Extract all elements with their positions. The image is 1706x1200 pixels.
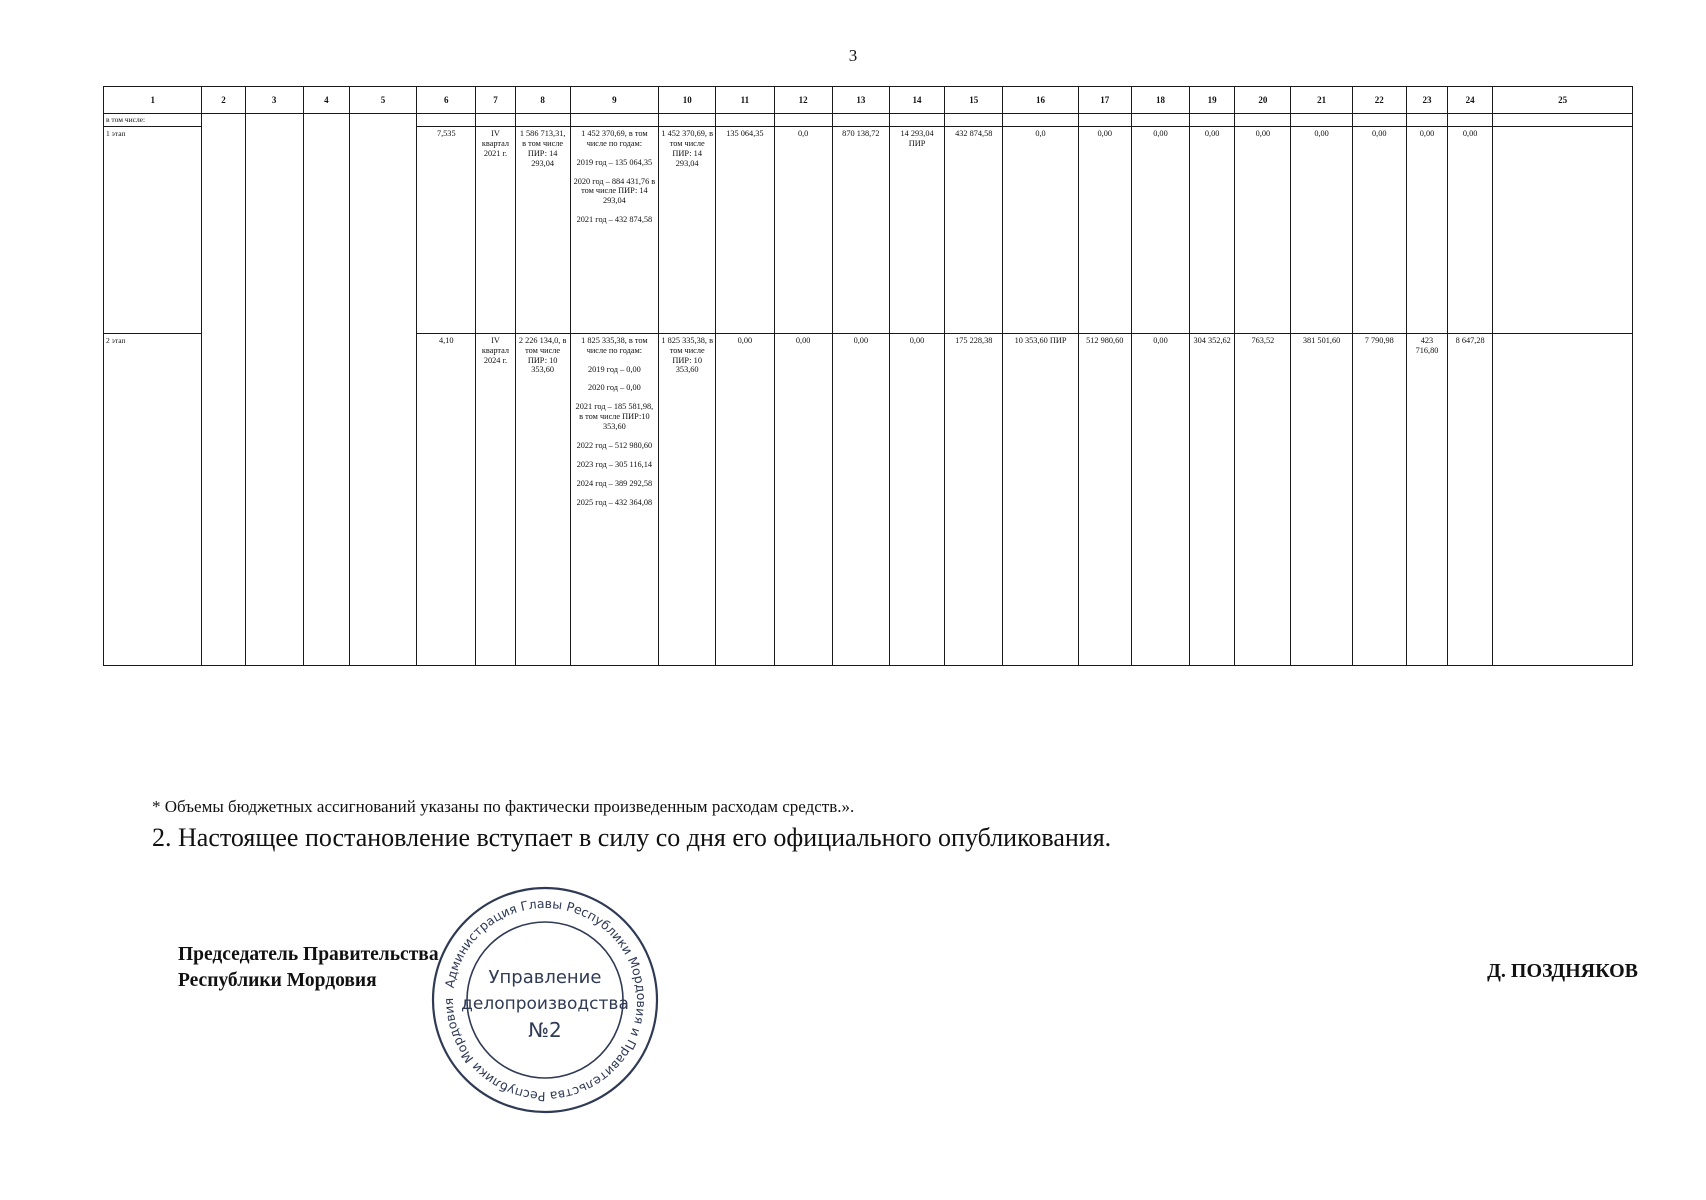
seal-line-2: делопроизводства xyxy=(461,994,629,1014)
header-cell-col3: 3 xyxy=(245,87,303,114)
cell-col22: 0,00 xyxy=(1352,126,1406,333)
header-cell-col25: 25 xyxy=(1493,87,1633,114)
cell-col18: 0,00 xyxy=(1131,126,1189,333)
header-cell-col11: 11 xyxy=(716,87,774,114)
cell-col25 xyxy=(1493,126,1633,333)
cell-col23: 0,00 xyxy=(1406,126,1447,333)
cell-col9-breakdown xyxy=(570,126,658,333)
table-header-row xyxy=(104,87,1633,114)
header-cell-col8: 8 xyxy=(515,87,570,114)
cell-col15: 175 228,38 xyxy=(945,333,1003,665)
cell-col7: IV квартал 2021 г. xyxy=(476,126,515,333)
seal-ring-text: Администрация Главы Республики Мордовия и Правительства Республики Мордовия xyxy=(440,895,650,1105)
breakdown-line: 2023 год – 305 116,14 xyxy=(576,460,653,470)
header-cell-col2: 2 xyxy=(202,87,245,114)
cell-col19: 304 352,62 xyxy=(1190,333,1235,665)
header-cell-col14: 14 xyxy=(889,87,944,114)
signer-title-line-2: Республики Мордовия xyxy=(178,970,377,992)
header-cell-col19: 19 xyxy=(1190,87,1235,114)
cell-col11: 135 064,35 xyxy=(716,126,774,333)
header-cell-col12: 12 xyxy=(774,87,832,114)
header-cell-col16: 16 xyxy=(1003,87,1078,114)
budget-table xyxy=(103,86,1633,666)
cell-col11: 0,00 xyxy=(716,333,774,665)
cell-col20: 0,00 xyxy=(1235,126,1291,333)
cell-col23: 423 716,80 xyxy=(1406,333,1447,665)
header-cell-col5: 5 xyxy=(349,87,416,114)
cell-col16: 0,0 xyxy=(1003,126,1078,333)
cell-col17: 0,00 xyxy=(1078,126,1131,333)
cell-col12: 0,0 xyxy=(774,126,832,333)
merged-cell-col5 xyxy=(349,113,416,665)
cell-col21: 381 501,60 xyxy=(1291,333,1352,665)
page-number: 3 xyxy=(848,46,858,65)
cell-col24: 0,00 xyxy=(1448,126,1493,333)
breakdown-line: 2020 год – 0,00 xyxy=(588,383,641,393)
cell-col13: 870 138,72 xyxy=(832,126,889,333)
header-cell-col4: 4 xyxy=(303,87,349,114)
cell-col14: 0,00 xyxy=(889,333,944,665)
breakdown-line: 2020 год – 884 431,76 в том числе ПИР: 14 293,04 xyxy=(573,176,656,206)
breakdown-line: 2022 год – 512 980,60 xyxy=(576,441,653,451)
cell-col18: 0,00 xyxy=(1131,333,1189,665)
seal-line-3: №2 xyxy=(528,1018,562,1042)
cell-col15: 432 874,58 xyxy=(945,126,1003,333)
breakdown-line: 2021 год – 185 581,98, в том числе ПИР:10 353,60 xyxy=(575,402,654,432)
header-cell-col17: 17 xyxy=(1078,87,1131,114)
merged-cell-col4 xyxy=(303,113,349,665)
cell-col25 xyxy=(1493,333,1633,665)
breakdown-line: 2021 год – 432 874,58 xyxy=(576,215,653,225)
header-cell-col10: 10 xyxy=(659,87,716,114)
sub-label-cell: в том числе: xyxy=(104,113,202,126)
official-seal xyxy=(430,885,660,1115)
header-cell-col23: 23 xyxy=(1406,87,1447,114)
breakdown-line: 2019 год – 0,00 xyxy=(588,364,641,374)
header-cell-col6: 6 xyxy=(417,87,476,114)
header-cell-col24: 24 xyxy=(1448,87,1493,114)
signer-title xyxy=(178,942,439,995)
header-cell-col15: 15 xyxy=(945,87,1003,114)
table-subheader-row xyxy=(104,113,1633,126)
breakdown-line: 2025 год – 432 364,08 xyxy=(576,498,653,508)
footnote: * Объемы бюджетных ассигнований указаны по фактически произведенным расходам средств.». xyxy=(152,797,855,816)
cell-col19: 0,00 xyxy=(1190,126,1235,333)
header-cell-col9: 9 xyxy=(570,87,658,114)
cell-col9-breakdown xyxy=(570,333,658,665)
breakdown-line: 2024 год – 389 292,58 xyxy=(576,479,653,489)
cell-col24: 8 647,28 xyxy=(1448,333,1493,665)
cell-col14: 14 293,04 ПИР xyxy=(889,126,944,333)
breakdown-line: 2019 год – 135 064,35 xyxy=(576,157,653,167)
cell-col16: 10 353,60 ПИР xyxy=(1003,333,1078,665)
cell-col10: 1 825 335,38, в том числе ПИР: 10 353,60 xyxy=(659,333,716,665)
signer-name: Д. ПОЗДНЯКОВ xyxy=(1487,960,1638,982)
seal-line-1: Управление xyxy=(488,967,602,988)
header-cell-col7: 7 xyxy=(476,87,515,114)
cell-col8: 2 226 134,0, в том числе ПИР: 10 353,60 xyxy=(515,333,570,665)
cell-col12: 0,00 xyxy=(774,333,832,665)
effective-clause: 2. Настоящее постановление вступает в силу со дня его официального опубликования. xyxy=(152,823,1112,852)
cell-col21: 0,00 xyxy=(1291,126,1352,333)
cell-col20: 763,52 xyxy=(1235,333,1291,665)
header-cell-col13: 13 xyxy=(832,87,889,114)
cell-col8: 1 586 713,31, в том числе ПИР: 14 293,04 xyxy=(515,126,570,333)
merged-cell-col2 xyxy=(202,113,245,665)
header-cell-col22: 22 xyxy=(1352,87,1406,114)
cell-col10: 1 452 370,69, в том числе ПИР: 14 293,04 xyxy=(659,126,716,333)
cell-col6: 7,535 xyxy=(417,126,476,333)
stage-cell: 2 этап xyxy=(104,333,202,665)
cell-col13: 0,00 xyxy=(832,333,889,665)
stage-cell: 1 этап xyxy=(104,126,202,333)
header-cell-col1: 1 xyxy=(104,87,202,114)
cell-col6: 4,10 xyxy=(417,333,476,665)
breakdown-line: 1 452 370,69, в том числе по годам: xyxy=(581,128,648,148)
cell-col22: 7 790,98 xyxy=(1352,333,1406,665)
signer-title-line-1: Председатель Правительства xyxy=(178,944,439,965)
header-cell-col20: 20 xyxy=(1235,87,1291,114)
header-cell-col18: 18 xyxy=(1131,87,1189,114)
cell-col17: 512 980,60 xyxy=(1078,333,1131,665)
merged-cell-col3 xyxy=(245,113,303,665)
breakdown-line: 1 825 335,38, в том числе по годам: xyxy=(581,335,648,355)
cell-col7: IV квартал 2024 г. xyxy=(476,333,515,665)
header-cell-col21: 21 xyxy=(1291,87,1352,114)
